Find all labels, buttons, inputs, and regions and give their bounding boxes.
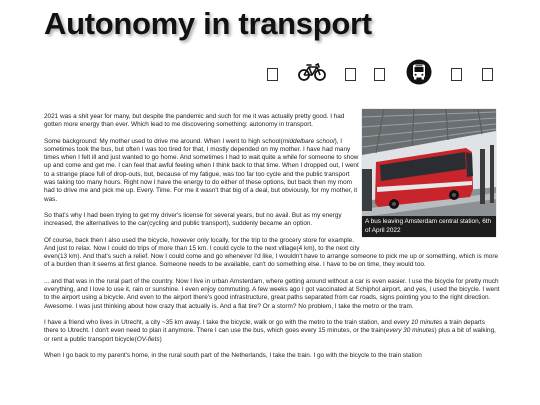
emphasis-text: middelbare school: [282, 137, 335, 145]
paragraph-text: Some background: My mother used to drive me around. When I went to high school(: [44, 137, 283, 145]
blank-square-icon: [266, 59, 278, 85]
paragraph-text: When I go back to my parent's home, in the rural south part of the Netherlands, I take the train. I go with the bicycle to the train station: [44, 351, 422, 359]
transport-icon-row: [0, 59, 540, 85]
article-body: [44, 113, 500, 368]
emphasis-text: every 30 minutes: [385, 327, 435, 335]
emphasis-text: OV-fiets: [136, 335, 160, 343]
paragraph-text: 2021 was a shit year for many, but despite the pandemic and such for me it was actually pretty good. I had gotten more energy than ever. Which lead to me discovering something: autonomy in transport.: [44, 113, 345, 129]
blank-square-icon: [373, 59, 385, 85]
paragraph-text: ) plus a bit of walking, or rent a public transport bicycle(: [44, 327, 496, 343]
paragraph-text: a train departs there to Utrecht. I don't even need to plan it anymore. There I can use the bus, which goes every 15 minutes, or the train(: [44, 318, 485, 335]
bicycle-icon: [298, 59, 326, 85]
paragraph-text: ), I sometimes took the bus, but often I was too tired for that, I mostly depended on my mother. I have had many times when I felt ill and just wanted to go home. And sometimes I had to wait quite a while for someone to show up and come and get me. I can feel that awful feeling when I think back to that time. When I dropped out, I went to a strange place full of drop-outs, but, because of my fatigue, was too far too cycle and the public transport was taking too many hours. Right now I have the energy to do either of these options, but back then my mom had to drive me and pick me up. Every. Time. For me it wasn't that big of a deal, but obviously, for my mother, it was.: [44, 137, 359, 203]
paragraph-text: Of course, back then I also used the bicycle, however only locally, for the trip to the grocery store for example. And just to relax. Now I could do trips of more than 15 km. I could cycle to the next village(4 km), to the next city even(13 km). And that's such a relief. Now I could come and go whenever I'd like, I wouldn't have to arrange someone to pick me up or something, which is more of a burden than it seems at first glance. Someone needs to be available, can't do something else. I have to be on time, they would too.: [44, 236, 499, 269]
paragraph-text: So that's why I had been trying to get my driver's license for several years, but no avail. But as my energy increased, the alternatives to the car(cycling and public transport), suddenly became an option.: [44, 211, 342, 228]
bus-icon: [406, 59, 432, 85]
figure-spacer: [361, 113, 500, 246]
paragraph-text: ... and that was in the rural part of the country. Now I live in urban Amsterdam, where getting around without a car is even easier. I use the bicycle for pretty much everything, and I love to use it, rain or sunshine. I even enjoy commuting. A few weeks ago I got vaccinated at Schiphol airport, and yes, I used the bicycle. I went to the airport using a bicycle. And even to the airport there's good infrastructure, great paths separated from car roads, signs pointing you to the right direction. Awesome. I was just thinking about how crazy that actually is. And a flat tire? Or a storm? No problem, I take the metro or the tram.: [44, 277, 500, 310]
paragraph: [44, 278, 500, 311]
blank-square-icon: [481, 59, 493, 85]
emphasis-text: every 10 minutes: [393, 318, 443, 326]
blank-square-icon: [450, 59, 462, 85]
paragraph-text: ): [159, 335, 162, 343]
photo-caption: A bus leaving Amsterdam central station, 6th of April 2022: [362, 216, 496, 237]
page-title: Autonomy in transport: [44, 6, 372, 41]
paragraph-text: I have a friend who lives in Utrecht, a city ~35 km away. I take the bicycle, walk or go with the metro to the train station, and: [44, 318, 394, 326]
paragraph: [44, 352, 500, 360]
paragraph: [44, 319, 500, 344]
blank-square-icon: [344, 59, 356, 85]
